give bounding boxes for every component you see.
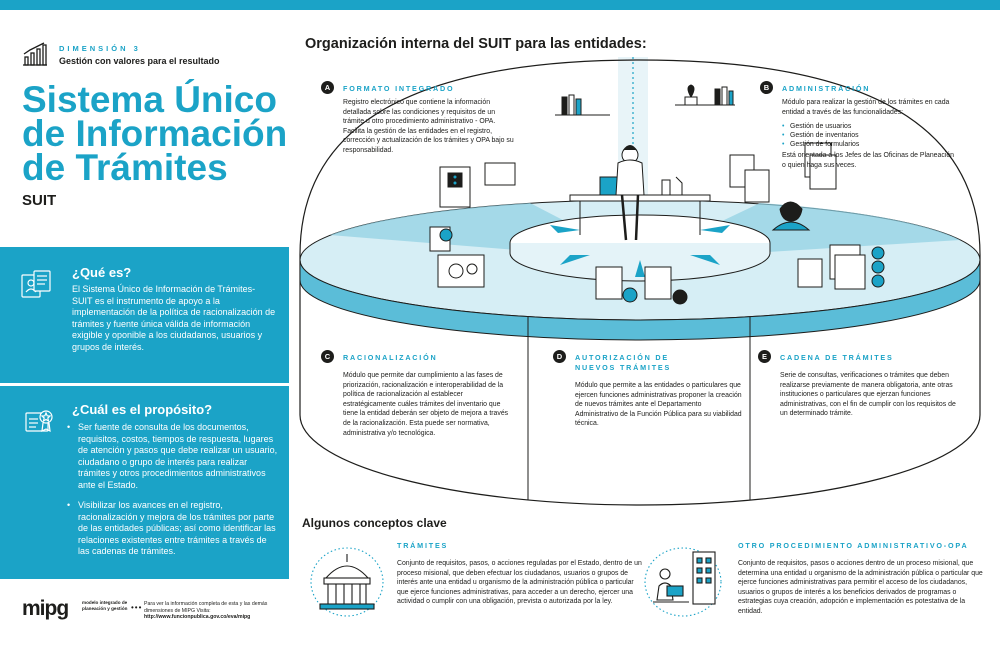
block-a-text: Registro electrónico que contiene la información detallada sobre las condiciones y requisitos de un trámite u otro procedimiento administrativo - OPA. Facilita la gestión de las entidades en el registro, corrección y actualización de los trámites y OPA bajo su responsabilidad. [343, 99, 514, 154]
letter-badge-b: B [760, 81, 773, 94]
que-es-panel [0, 247, 289, 383]
footer-note [144, 601, 294, 621]
block-e-text: Serie de consultas, verificaciones o trámites que deben realizarse previamente de manera obligatoria, ante otras instituciones o particulares que ejerzan funciones administrativas, con el fin de cumplir con los requisitos de un determinado trámite. [780, 372, 956, 418]
letter-badge-e: E [758, 350, 771, 363]
block-b-text-2: Está orientada a los Jefes de las Oficinas de Planeación o quien haga sus veces. [782, 152, 954, 169]
block-d-text: Módulo que permite a las entidades o particulares que ejercen funciones administrativas proponer la creación de nuevos trámites ante el Departamento Administrativo de la Función Pública para su viabilidad técnica. [575, 382, 742, 428]
block-a-title: FORMATO INTEGRADO [343, 84, 455, 93]
certificate-icon [24, 407, 56, 439]
dimension-label: DIMENSIÓN 3 [59, 44, 141, 53]
block-c-text: Módulo que permite dar cumplimiento a las fases de priorización, racionalización e interoperabilidad de la política de racionalización al establecer estratégicamente cuáles trámites del inventario que tiene la entidad deberán ser objeto de mejora a través de la racionalización. Esta puede ser normativa, administrativa y/o tecnológica. [343, 372, 509, 437]
letter-badge-c: C [321, 350, 334, 363]
list-item: • Gestión de formularios [782, 140, 957, 149]
mipg-logo: mipg [22, 597, 69, 620]
footer-url-link[interactable]: http://www.funcionpublica.gov.co/eva/mipg [144, 614, 251, 620]
que-es-text: El Sistema Único de Información de Trámites- SUIT es el instrumento de apoyo a la implementación de la política de racionalización de trámites y fuente única válida de información exigible y oponible a los ciudadanos, usuarios y grupos de interés. [72, 284, 276, 352]
acronym-label: SUIT [22, 192, 57, 209]
concept-tramites-text: Conjunto de requisitos, pasos, o acciones reguladas por el Estado, dentro de un proceso misional, que deben efectuar los ciudadanos, usuarios o grupos de interés ante una entidad u organismo de la administración pública o particular que ejerce funciones administrativas, para acceder a un derecho, ejercer una actividad o cumplir con una obligación, prevista o autorizada por la ley. [397, 560, 642, 606]
letter-badge-d: D [553, 350, 566, 363]
person-laptop-building-icon [643, 540, 727, 620]
que-es-title: ¿Qué es? [72, 265, 132, 280]
title-line-1: Sistema Único [22, 79, 277, 120]
concept-opa-title: OTRO PROCEDIMIENTO ADMINISTRATIVO-OPA [738, 541, 969, 550]
dimension-subtitle: Gestión con valores para el resultado [59, 56, 220, 66]
block-b-text: Módulo para realizar la gestión de los trámites en cada entidad a través de las funcionalidades: [782, 99, 950, 116]
document-profile-icon [20, 269, 52, 301]
letter-badge-a: A [321, 81, 334, 94]
block-c-title: RACIONALIZACIÓN [343, 353, 438, 362]
mipg-description: modelo integrado de planeación y gestión [82, 600, 128, 611]
block-e-title: CADENA DE TRÁMITES [780, 353, 894, 362]
list-item: • Visibilizar los avances en el registro, racionalización y mejora de los trámites por parte de las entidades públicas; así como identificar las relaciones existentes entre trámites a través de las cadenas de trámites. [66, 500, 280, 558]
title-line-2: de Información [22, 113, 288, 154]
top-accent-bar [0, 0, 1000, 10]
building-icon [306, 538, 388, 620]
proposito-title: ¿Cuál es el propósito? [72, 402, 213, 417]
list-item: • Ser fuente de consulta de los documentos, requisitos, costos, tiempos de respuesta, lugares de atención y pasos que debe realizar un usuario, ciudadano o grupo de interés para realizar trámites y otros procedimientos administrativos ante el Estado. [66, 422, 280, 491]
list-item: • Gestión de usuarios [782, 122, 957, 131]
block-b-list [782, 122, 957, 149]
block-b-title: ADMINISTRACIÓN [782, 84, 871, 93]
bar-chart-icon [22, 42, 48, 66]
block-d-title: AUTORIZACIÓN DE NUEVOS TRÁMITES [575, 353, 672, 372]
footer-note-text: Para ver la información completa de esta y las demás dimensiones de MIPG Visita: [144, 601, 268, 614]
concept-tramites-title: TRÁMITES [397, 541, 449, 550]
proposito-panel [0, 386, 289, 579]
concept-opa-text: Conjunto de requisitos, pasos o acciones dentro de un proceso misional, que determina una entidad u organismo de la administración pública o particular que ejerce funciones administrativas para permitir el acceso de los ciudadanos, usuarios o grupos de interés a los beneficios derivados de programas o estrategias cuya creación, adopción e implementación es potestativa de la entidad. [738, 560, 983, 615]
proposito-list [66, 422, 280, 567]
page-title [22, 79, 302, 188]
dots-decoration: ••• [131, 603, 143, 612]
concepts-title: Algunos conceptos clave [302, 516, 447, 530]
list-item: • Gestión de inventarios [782, 131, 957, 140]
section-title: Organización interna del SUIT para las entidades: [305, 36, 647, 52]
title-line-3: de Trámites [22, 147, 228, 188]
